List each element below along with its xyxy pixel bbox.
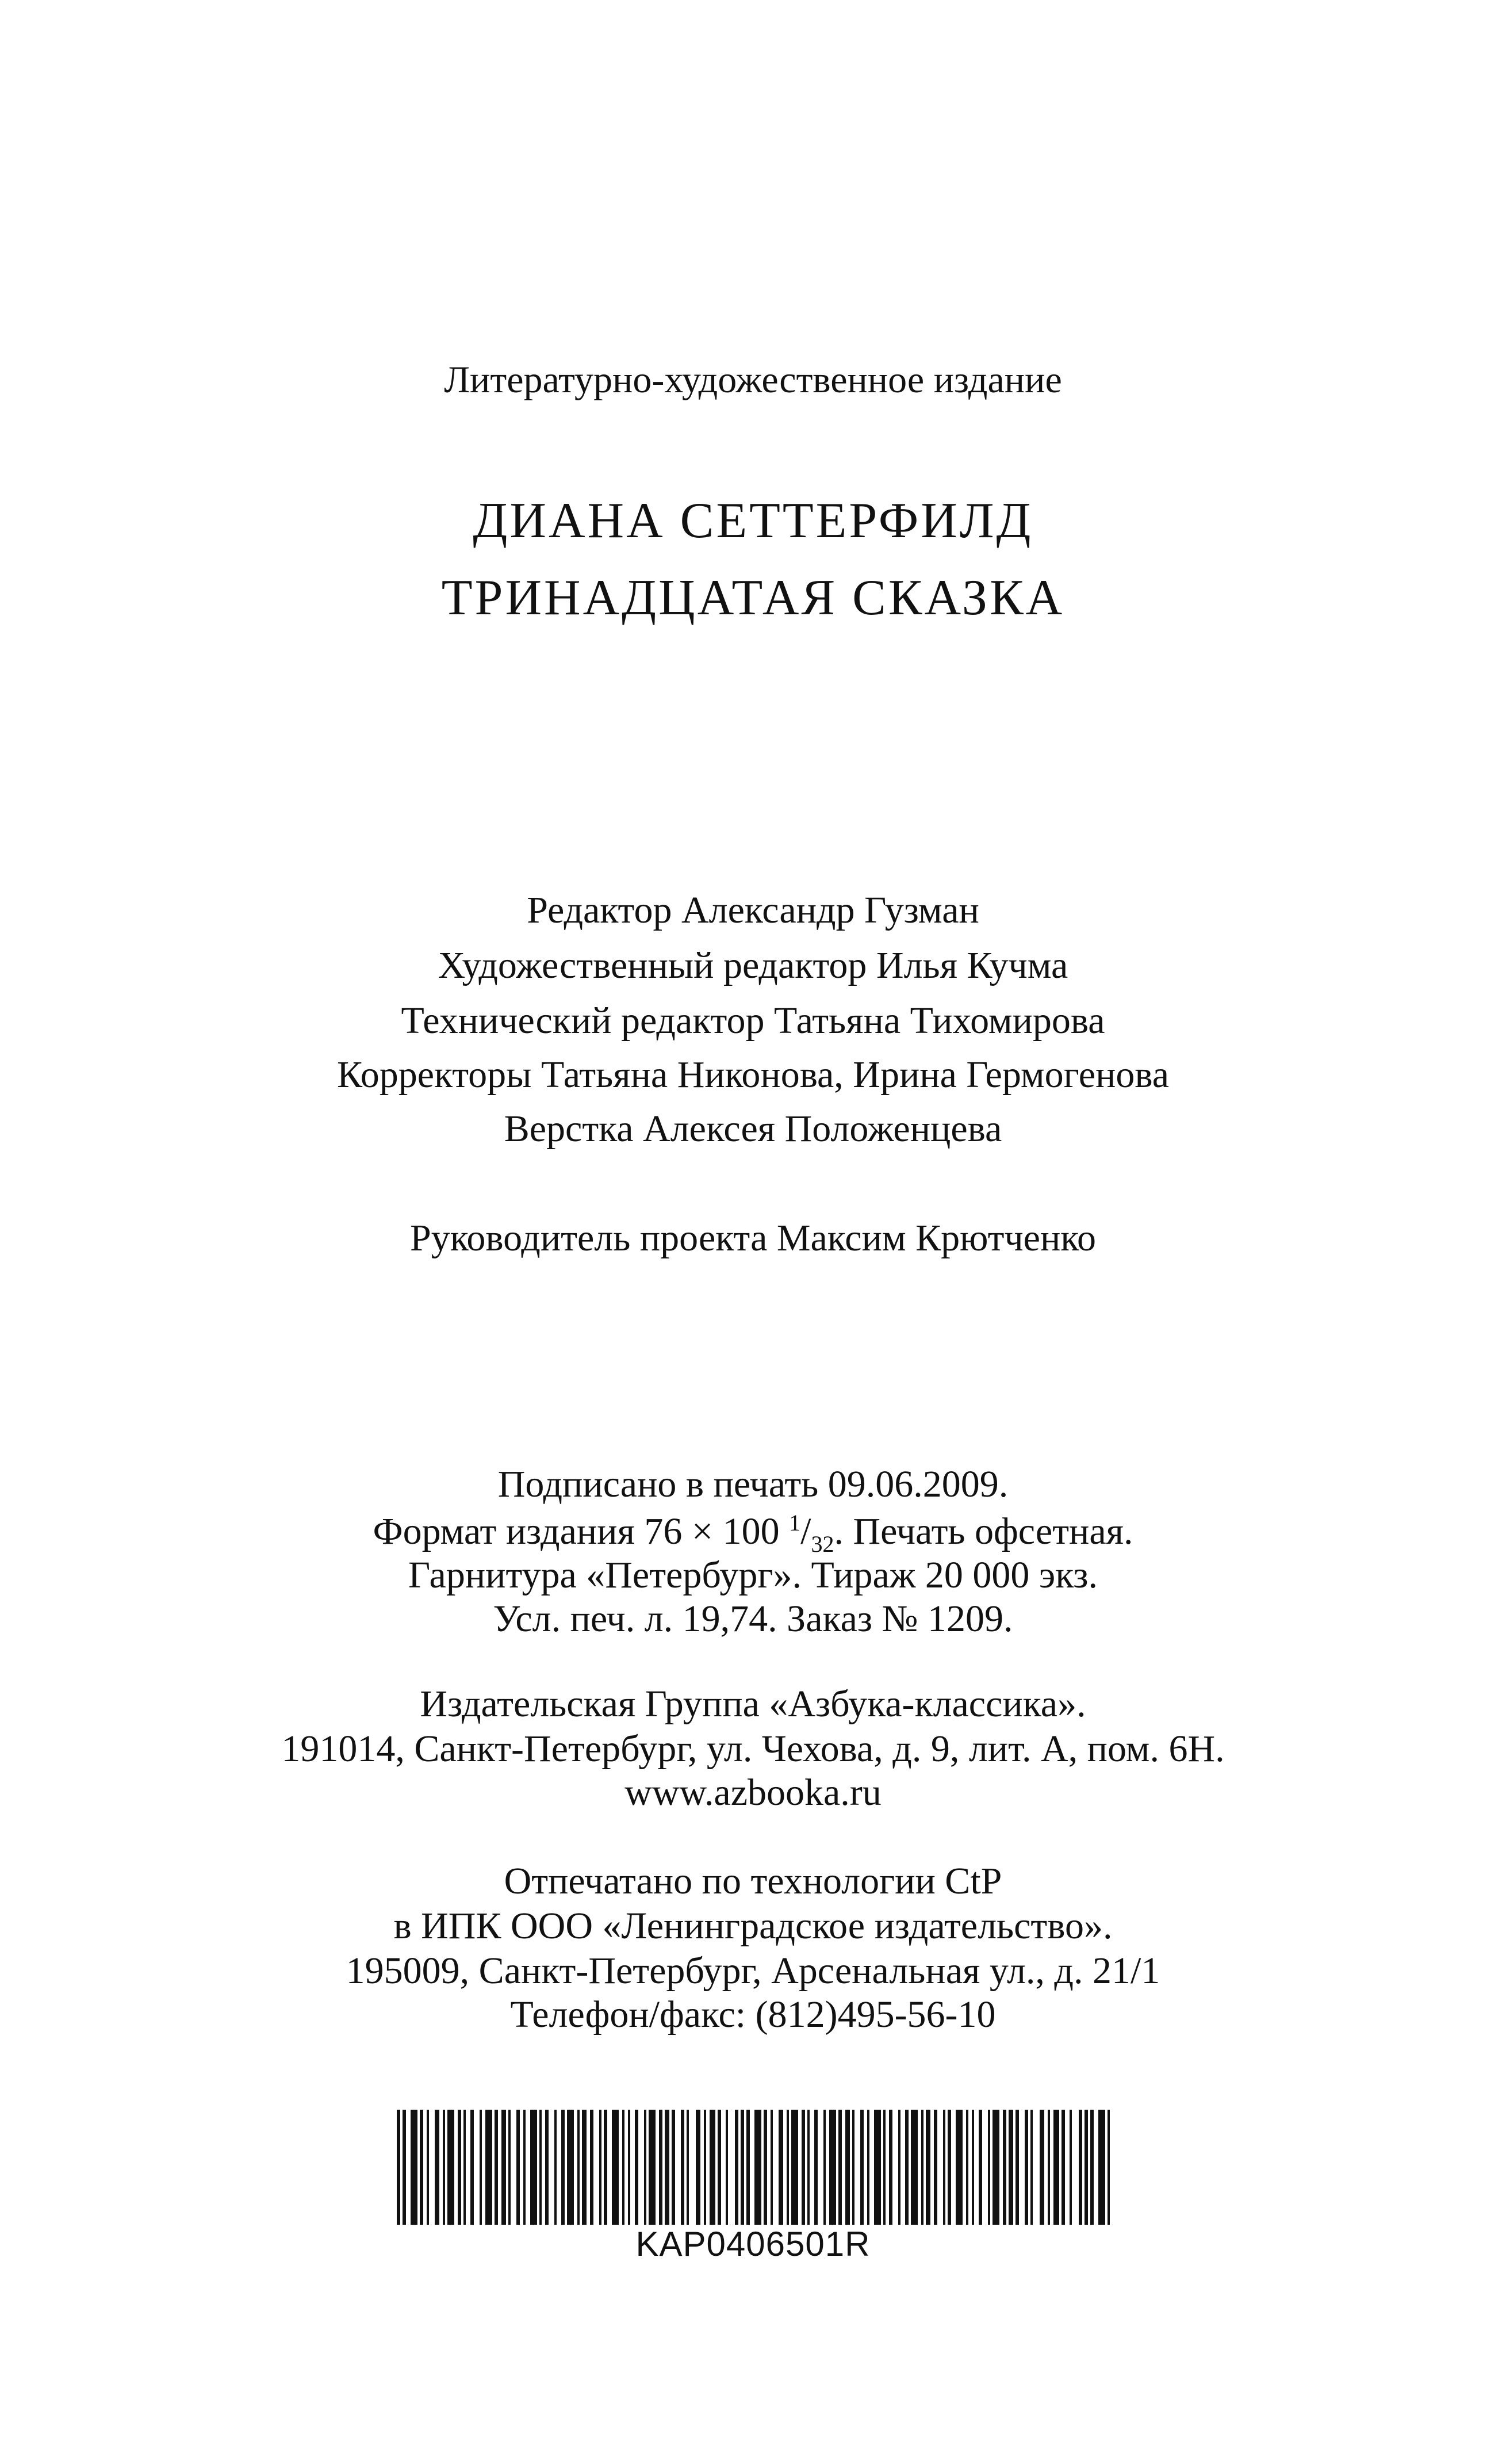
publisher-website: www.azbooka.ru bbox=[624, 1772, 882, 1813]
barcode-bar bbox=[681, 2110, 684, 2225]
format-fraction-den: 32 bbox=[811, 1531, 834, 1558]
barcode-bar bbox=[458, 2110, 461, 2225]
barcode-bar bbox=[1085, 2110, 1088, 2225]
barcode-bar bbox=[746, 2110, 750, 2225]
barcode-bar bbox=[447, 2110, 454, 2225]
barcode-bar bbox=[628, 2110, 630, 2225]
barcode-bar bbox=[501, 2110, 506, 2225]
barcode-bar bbox=[852, 2110, 854, 2225]
genre-label: Литературно-художественное издание bbox=[444, 359, 1062, 401]
barcode-bar bbox=[696, 2110, 700, 2225]
barcode-bar bbox=[545, 2110, 549, 2225]
format-line bbox=[0, 1510, 1506, 1558]
barcode-bar bbox=[972, 2110, 974, 2225]
barcode-bar bbox=[829, 2110, 836, 2225]
barcode-bar bbox=[889, 2110, 892, 2225]
credit-art-editor: Художественный редактор Илья Кучма bbox=[438, 944, 1068, 986]
barcode-bar bbox=[420, 2110, 423, 2225]
barcode-bar bbox=[1009, 2110, 1013, 2225]
barcode-bar bbox=[687, 2110, 689, 2225]
barcode-bar bbox=[1040, 2110, 1044, 2225]
book-title: ТРИНАДЦАТАЯ СКАЗКА bbox=[441, 570, 1065, 626]
barcode-bar bbox=[710, 2110, 715, 2225]
barcode-bar bbox=[1053, 2110, 1059, 2225]
barcode-bar bbox=[911, 2110, 918, 2225]
barcode-bar bbox=[539, 2110, 542, 2225]
barcode-bar bbox=[567, 2110, 574, 2225]
barcode-bar bbox=[577, 2110, 580, 2225]
barcode-bar bbox=[1030, 2110, 1033, 2225]
barcode-bar bbox=[604, 2110, 607, 2225]
format-prefix: Формат издания 76 × 100 bbox=[373, 1510, 790, 1552]
barcode-bar bbox=[1048, 2110, 1050, 2225]
barcode-bar bbox=[635, 2110, 638, 2225]
barcode-bar bbox=[495, 2110, 498, 2225]
publisher-name: Издательская Группа «Азбука-классика». bbox=[420, 1683, 1086, 1725]
barcode-bar bbox=[764, 2110, 767, 2225]
barcode-bar bbox=[807, 2110, 810, 2225]
barcode-bar bbox=[704, 2110, 706, 2225]
barcode-bar bbox=[1070, 2110, 1072, 2225]
barcode-bar bbox=[530, 2110, 537, 2225]
format-suffix: . Печать офсетная. bbox=[834, 1510, 1133, 1552]
barcode-bar bbox=[787, 2110, 789, 2225]
barcode-bar bbox=[926, 2110, 930, 2225]
barcode-bar bbox=[649, 2110, 656, 2225]
barcode-bar bbox=[463, 2110, 466, 2225]
barcode-bar bbox=[802, 2110, 805, 2225]
printer-phone: Телефон/факс: (812)495-56-10 bbox=[510, 1994, 996, 2036]
barcode-bar bbox=[508, 2110, 511, 2225]
barcode-bar bbox=[845, 2110, 850, 2225]
printer-name: в ИПК ООО «Ленинградское издательство». bbox=[393, 1905, 1113, 1947]
barcode-bar bbox=[779, 2110, 783, 2225]
barcode-bar bbox=[659, 2110, 662, 2225]
barcode-bar bbox=[966, 2110, 968, 2225]
barcode-bar bbox=[443, 2110, 445, 2225]
barcode-bar bbox=[718, 2110, 721, 2225]
barcode-bar bbox=[599, 2110, 601, 2225]
barcode-bar bbox=[470, 2110, 474, 2225]
barcode-bar bbox=[485, 2110, 492, 2225]
sheets-order-line: Усл. печ. л. 19,74. Заказ № 1209. bbox=[493, 1598, 1013, 1640]
format-fraction-num: 1 bbox=[789, 1510, 801, 1536]
barcode-bar bbox=[590, 2110, 593, 2225]
barcode-bar bbox=[1090, 2110, 1094, 2225]
barcode-bar bbox=[1108, 2110, 1110, 2225]
barcode-bar bbox=[1003, 2110, 1006, 2225]
barcode-bar bbox=[883, 2110, 886, 2225]
barcode-bar bbox=[1098, 2110, 1105, 2225]
signed-to-print: Подписано в печать 09.06.2009. bbox=[497, 1463, 1009, 1505]
barcode-bar bbox=[1016, 2110, 1019, 2225]
barcode-bar bbox=[771, 2110, 773, 2225]
printer-address: 195009, Санкт-Петербург, Арсенальная ул., д. 21/1 bbox=[346, 1950, 1160, 1992]
barcode-bar bbox=[427, 2110, 429, 2225]
barcode-bar bbox=[480, 2110, 482, 2225]
barcode-bar bbox=[823, 2110, 826, 2225]
barcode-bar bbox=[754, 2110, 761, 2225]
barcode-bar bbox=[672, 2110, 675, 2225]
barcode-bar bbox=[943, 2110, 945, 2225]
barcode-bar bbox=[665, 2110, 669, 2225]
author-name: ДИАНА СЕТТЕРФИЛД bbox=[473, 493, 1033, 549]
barcode-bar bbox=[741, 2110, 744, 2225]
barcode-bar bbox=[956, 2110, 963, 2225]
barcode-bar bbox=[988, 2110, 990, 2225]
barcode-bar bbox=[726, 2110, 728, 2225]
barcode-bar bbox=[898, 2110, 900, 2225]
typeface-line: Гарнитура «Петербург». Тираж 20 000 экз. bbox=[408, 1554, 1098, 1596]
barcode-bar bbox=[612, 2110, 619, 2225]
barcode-bar bbox=[979, 2110, 982, 2225]
barcode-bar bbox=[523, 2110, 526, 2225]
barcode-bar bbox=[921, 2110, 923, 2225]
barcode-bar bbox=[622, 2110, 624, 2225]
publisher-address: 191014, Санкт-Петербург, ул. Чехова, д. 9, лит. А, пом. 6Н. bbox=[281, 1728, 1225, 1770]
barcode-bar bbox=[435, 2110, 439, 2225]
barcode-bar bbox=[838, 2110, 842, 2225]
barcode-bar bbox=[411, 2110, 417, 2225]
barcode-bar bbox=[582, 2110, 587, 2225]
barcode-bar bbox=[934, 2110, 937, 2225]
barcode-bar bbox=[561, 2110, 565, 2225]
barcode-bar bbox=[992, 2110, 999, 2225]
credit-layout: Верстка Алексея Положенцева bbox=[504, 1108, 1002, 1150]
barcode-bar bbox=[1025, 2110, 1028, 2225]
barcode-bar bbox=[516, 2110, 520, 2225]
barcode-bar bbox=[948, 2110, 951, 2225]
barcode-bar bbox=[791, 2110, 798, 2225]
barcode-bar bbox=[397, 2110, 400, 2225]
barcode-bar bbox=[1079, 2110, 1082, 2225]
barcode-bar bbox=[814, 2110, 818, 2225]
barcode-bar bbox=[403, 2110, 406, 2225]
barcode-bar bbox=[1062, 2110, 1065, 2225]
credit-editor: Редактор Александр Гузман bbox=[527, 889, 979, 931]
barcode-bar bbox=[874, 2110, 881, 2225]
barcode-bar bbox=[860, 2110, 864, 2225]
barcode-bar bbox=[905, 2110, 909, 2225]
barcode bbox=[397, 2110, 1110, 2225]
barcode-number: KAP0406501R bbox=[635, 2225, 871, 2263]
credit-tech-editor: Технический редактор Татьяна Тихомирова bbox=[401, 1000, 1105, 1042]
barcode-bar bbox=[554, 2110, 557, 2225]
barcode-bar bbox=[867, 2110, 869, 2225]
project-lead: Руководитель проекта Максим Крютченко bbox=[410, 1217, 1096, 1259]
credit-proofreaders: Корректоры Татьяна Никонова, Ирина Гермогенова bbox=[336, 1054, 1169, 1096]
printer-tech: Отпечатано по технологии CtP bbox=[504, 1860, 1002, 1902]
format-fraction-slash: / bbox=[800, 1510, 811, 1552]
barcode-bar bbox=[735, 2110, 738, 2225]
barcode-bar bbox=[644, 2110, 646, 2225]
